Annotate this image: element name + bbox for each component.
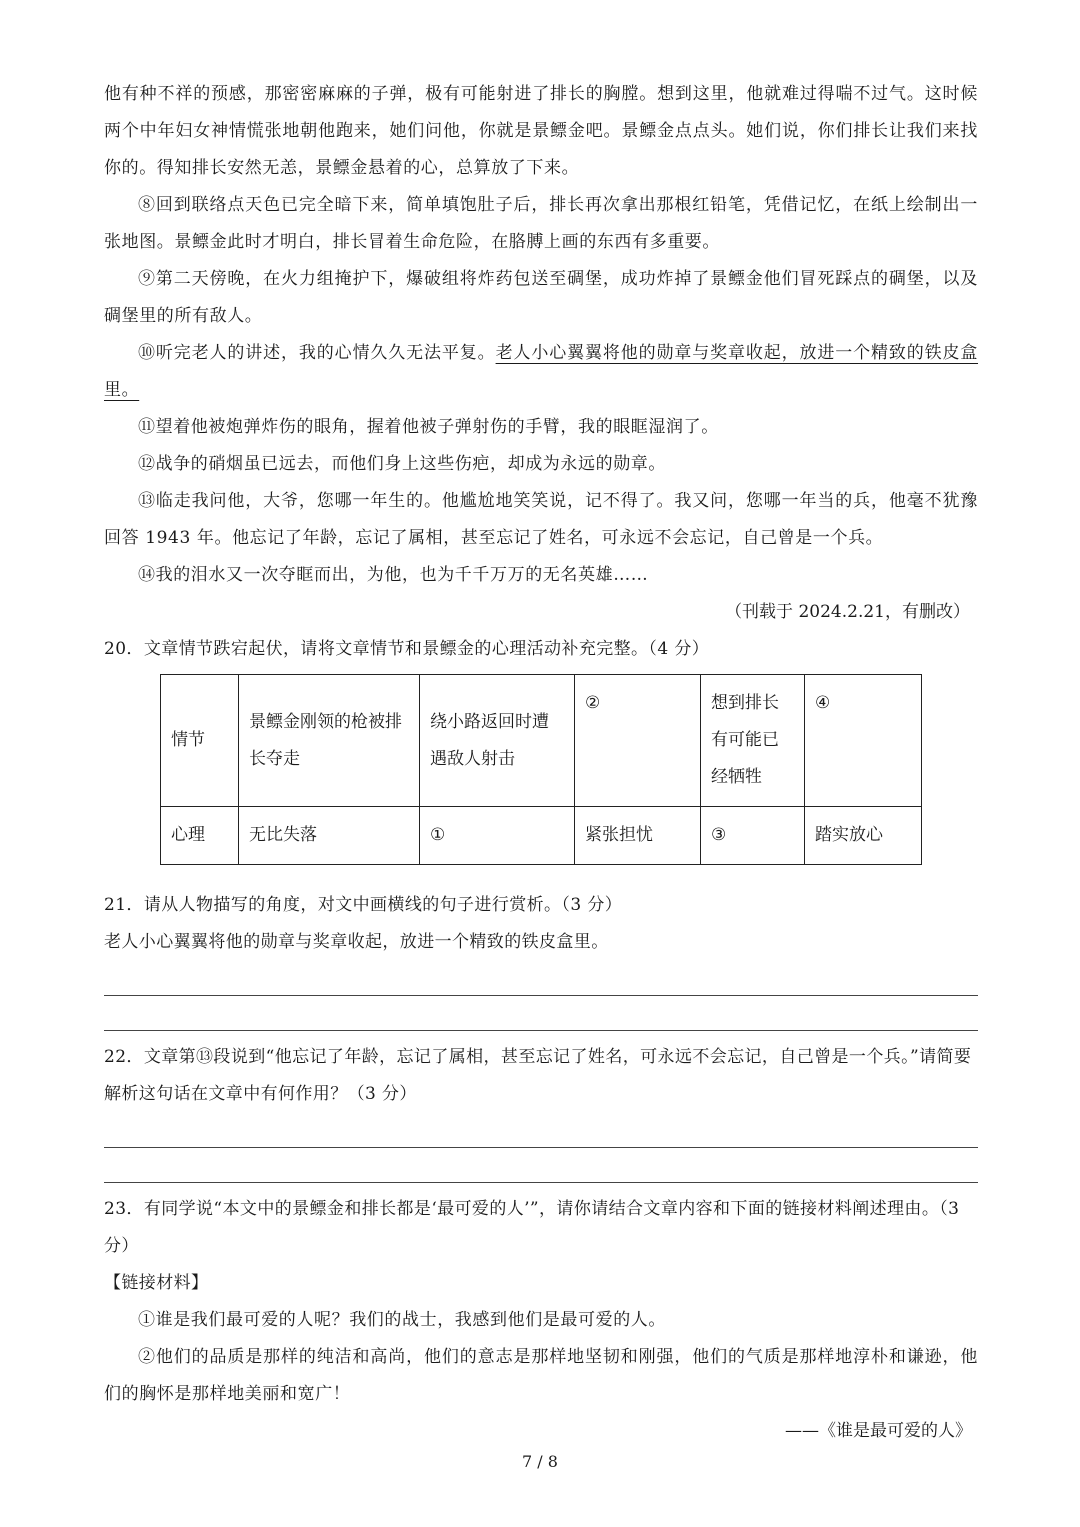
answer-line[interactable] [104, 996, 978, 1031]
answer-line[interactable] [104, 1113, 978, 1148]
material-2: ②他们的品质是那样的纯洁和高尚，他们的意志是那样地坚韧和刚强，他们的气质是那样地淳朴和谦逊，他们的胸怀是那样地美丽和宽广！ [104, 1347, 978, 1404]
table-cell: 情节 [161, 675, 239, 807]
story-paragraph-12: ⑫战争的硝烟虽已远去，而他们身上这些伤疤，却成为永远的勋章。 [138, 454, 666, 474]
question-21-quote: 老人小心翼翼将他的勋章与奖章收起，放进一个精致的铁皮盒里。 [104, 932, 609, 952]
answer-line[interactable] [104, 1148, 978, 1183]
table-cell: 紧张担忧 [575, 807, 701, 865]
mind-row [161, 807, 922, 865]
table-cell: 景鳔金刚领的枪被排长夺走 [239, 675, 420, 807]
exam-page [104, 76, 978, 1450]
material-source: ——《谁是最可爱的人》 [785, 1421, 972, 1441]
material-title: 【链接材料】 [104, 1273, 209, 1293]
plot-table [160, 674, 922, 865]
story-paragraph-9: ⑨第二天傍晚，在火力组掩护下，爆破组将炸药包送至碉堡，成功炸掉了景鳔金他们冒死踩点的碉堡，以及碉堡里的所有敌人。 [104, 269, 978, 326]
paragraph-10-text: ⑩听完老人的讲述，我的心情久久无法平复。 [138, 343, 496, 363]
table-cell: 无比失落 [239, 807, 420, 865]
story-paragraph-continued: 他有种不祥的预感，那密密麻麻的子弹，极有可能射进了排长的胸膛。想到这里，他就难过得喘不过气。这时候两个中年妇女神情慌张地朝他跑来，她们问他，你就是景鳔金吧。景鳔金点点头。她们说，你们排长让我们来找你的。得知排长安然无恙，景鳔金悬着的心，总算放了下来。 [104, 84, 978, 178]
question-22: 22．文章第⑬段说到“他忘记了年龄，忘记了属相，甚至忘记了姓名，可永远不会忘记，自己曾是一个兵。”请简要解析这句话在文章中有何作用？（3 分） [104, 1047, 972, 1104]
page-number: 7 / 8 [522, 1452, 558, 1471]
table-cell: 想到排长有可能已经牺牲 [701, 675, 805, 807]
question-21: 21．请从人物描写的角度，对文中画横线的句子进行赏析。（3 分） [104, 895, 623, 915]
story-source: （刊载于 2024.2.21，有删改） [725, 602, 970, 622]
story-paragraph-13: ⑬临走我问他，大爷，您哪一年生的。他尴尬地笑笑说，记不得了。我又问，您哪一年当的兵，他毫不犹豫回答 1943 年。他忘记了年龄，忘记了属相，甚至忘记了姓名，可永远不会忘记，自己曾是一个兵。 [104, 491, 978, 548]
answer-blank-1[interactable]: ① [420, 807, 575, 865]
story-paragraph-10 [104, 335, 978, 409]
plot-row [161, 675, 922, 807]
question-20: 20．文章情节跌宕起伏，请将文章情节和景鳔金的心理活动补充完整。（4 分） [104, 639, 710, 659]
question-23: 23．有同学说“本文中的景鳔金和排长都是‘最可爱的人’”，请你请结合文章内容和下面的链接材料阐述理由。（3 分） [104, 1199, 960, 1256]
answer-line[interactable] [104, 961, 978, 996]
answer-blank-3[interactable]: ③ [701, 807, 805, 865]
answer-blank-2[interactable]: ② [575, 675, 701, 807]
story-paragraph-11: ⑪望着他被炮弹炸伤的眼角，握着他被子弹射伤的手臂，我的眼眶湿润了。 [138, 417, 719, 437]
material-1: ①谁是我们最可爱的人呢？我们的战士，我感到他们是最可爱的人。 [138, 1310, 666, 1330]
answer-blank-4[interactable]: ④ [805, 675, 922, 807]
story-paragraph-14: ⑭我的泪水又一次夺眶而出，为他，也为千千万万的无名英雄…… [138, 565, 649, 585]
table-cell: 绕小路返回时遭遇敌人射击 [420, 675, 575, 807]
table-cell: 踏实放心 [805, 807, 922, 865]
underlined-sentence: 老人小心翼翼将他的勋章与奖章收起，放进一个精致的铁皮盒里。 [104, 343, 979, 400]
story-paragraph-8: ⑧回到联络点天色已完全暗下来，简单填饱肚子后，排长再次拿出那根红铅笔，凭借记忆，在纸上绘制出一张地图。景鳔金此时才明白，排长冒着生命危险，在胳膊上画的东西有多重要。 [104, 195, 978, 252]
table-cell: 心理 [161, 807, 239, 865]
